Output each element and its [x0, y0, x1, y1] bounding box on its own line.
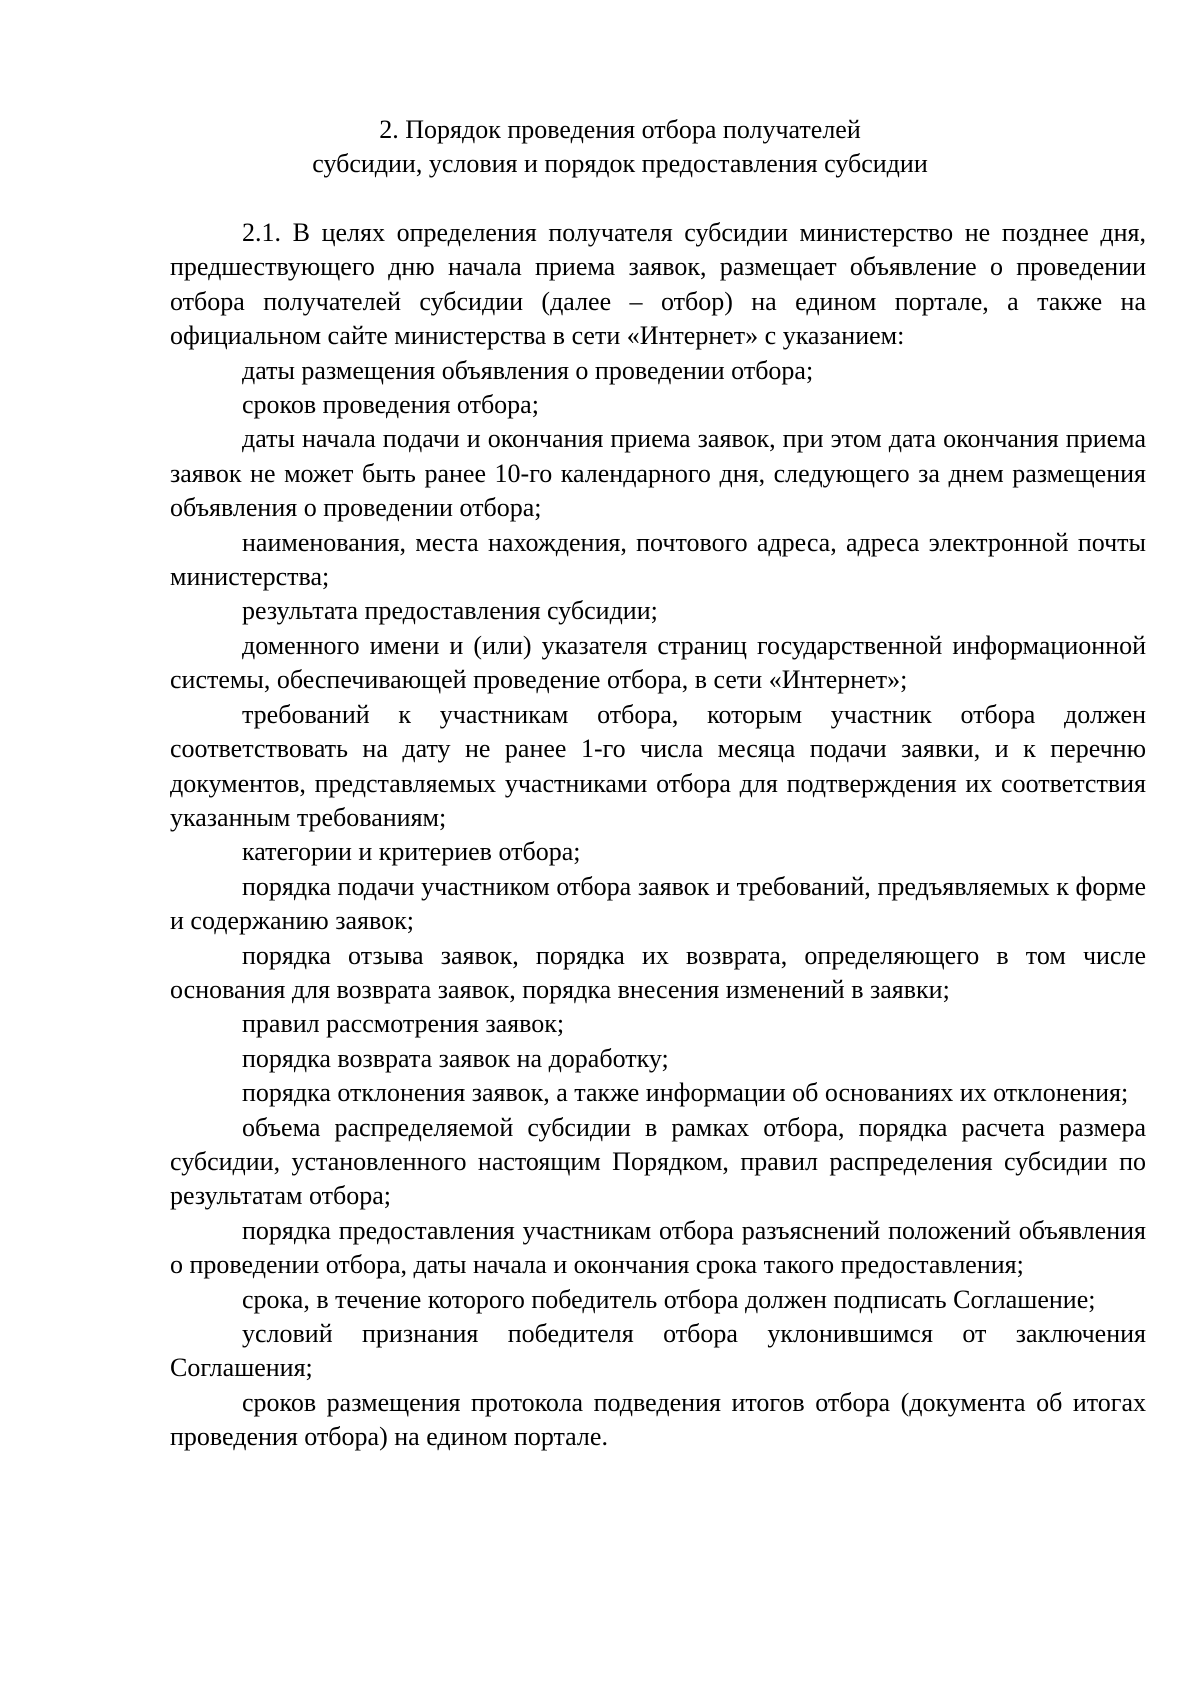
- document-body: [170, 216, 1146, 1455]
- list-item-return-for-revision: порядка возврата заявок на доработку;: [242, 1043, 669, 1073]
- section-heading: [170, 113, 1070, 181]
- list-item-application-withdrawal: порядка отзыва заявок, порядка их возврата, определяющего в том числе основания для возврата заявок, порядка внесения изменений в заявки;: [170, 940, 1146, 1004]
- paragraph-2-1: 2.1. В целях определения получателя субсидии министерство не позднее дня, предшествующего дню начала приема заявок, размещает объявление о проведении отбора получателей субсидии (далее – отбор) на едином портале, а также на официальном сайте министерства в сети «Интернет» с указанием:: [170, 218, 1146, 351]
- list-item-application-dates: даты начала подачи и окончания приема заявок, при этом дата окончания приема заявок не может быть ранее 10-го календарного дня, следующего за днем размещения объявления о проведении отбора;: [170, 424, 1146, 523]
- list-item-selection-criteria: категории и критериев отбора;: [242, 837, 581, 867]
- list-item-evasion-conditions: условий признания победителя отбора уклонившимся от заключения Соглашения;: [170, 1319, 1146, 1383]
- section-heading-line-1: 2. Порядок проведения отбора получателей: [379, 115, 861, 144]
- list-item-selection-terms: сроков проведения отбора;: [242, 390, 539, 420]
- list-item-domain-name: доменного имени и (или) указателя страниц государственной информационной системы, обеспечивающей проведение отбора, в сети «Интернет»;: [170, 630, 1146, 695]
- list-item-application-procedure: порядка подачи участником отбора заявок и требований, предъявляемых к форме и содержанию заявок;: [170, 871, 1146, 936]
- list-item-review-rules: правил рассмотрения заявок;: [242, 1009, 565, 1039]
- list-item-clarifications: порядка предоставления участникам отбора разъяснений положений объявления о проведении отбора, даты начала и окончания срока такого предоставления;: [170, 1215, 1146, 1280]
- list-item-subsidy-volume: объема распределяемой субсидии в рамках отбора, порядка расчета размера субсидии, установленного настоящим Порядком, правил распределения субсидии по результатам отбора;: [170, 1112, 1146, 1211]
- list-item-ministry-contacts: наименования, места нахождения, почтового адреса, адреса электронной почты министерства;: [170, 527, 1146, 592]
- list-item-subsidy-result: результата предоставления субсидии;: [242, 596, 658, 626]
- list-item-participant-requirements: требований к участникам отбора, которым участник отбора должен соответствовать на дату не ранее 1-го числа месяца подачи заявки, и к перечню документов, представляемых участниками отбора для подтверждения их соответствия указанным требованиям;: [170, 699, 1146, 832]
- list-item-protocol-publication: сроков размещения протокола подведения итогов отбора (документа об итогах проведения отбора) на едином портале.: [170, 1387, 1146, 1452]
- list-item-signing-deadline: срока, в течение которого победитель отбора должен подписать Соглашение;: [242, 1284, 1096, 1314]
- list-item-rejection-procedure: порядка отклонения заявок, а также информации об основаниях их отклонения;: [242, 1078, 1129, 1108]
- section-heading-line-2: субсидии, условия и порядок предоставления субсидии: [312, 149, 928, 178]
- list-item-announcement-date: даты размещения объявления о проведении отбора;: [242, 355, 814, 385]
